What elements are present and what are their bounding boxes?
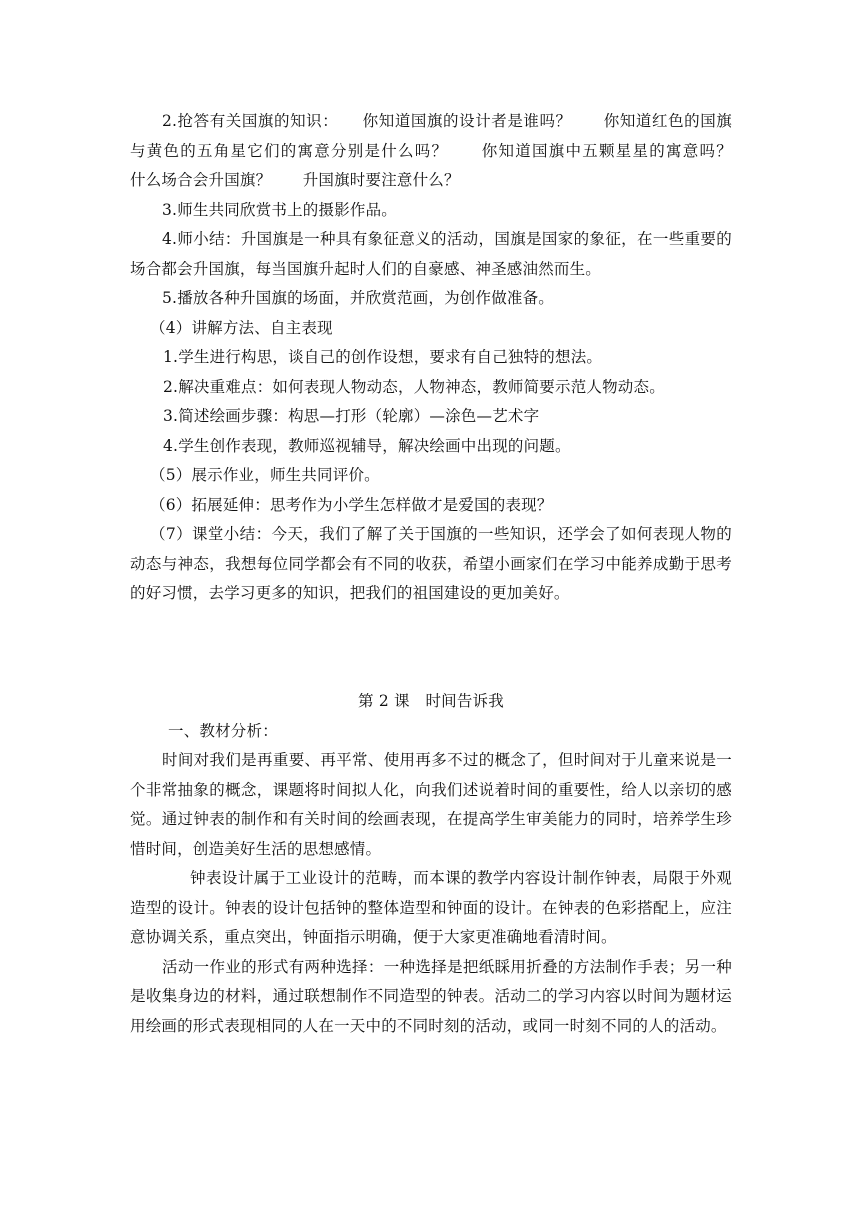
step5-heading: （5）展示作业，师生共同评价。 (150, 466, 380, 484)
quiz-paragraph: 2.抢答有关国旗的知识： 你知道国旗的设计者是谁吗？ 你知道红色的国旗与黄色的五角星它们的寓意分别是什么吗？ 你知道国旗中五颗星星的寓意吗？ 什么场合会升国旗？ 升国旗时要注意什么？ (130, 112, 764, 189)
time-concept-paragraph: 时间对我们是再重要、再平常、使用再多不过的概念了，但时间对于儿童来说是一个非常抽象的概念，课题将时间拟人化，向我们述说着时间的重要性，给人以亲切的感觉。通过钟表的制作和有关时间的绘画表现，在提高学生审美能力的同时，培养学生珍惜时间，创造美好生活的思想感情。 (130, 751, 732, 858)
teacher-summary-paragraph: 4.师小结：升国旗是一种具有象征意义的活动，国旗是国家的象征，在一些重要的场合都会升国旗，每当国旗升起时人们的自豪感、神圣感油然而生。 (130, 230, 732, 278)
material-analysis-heading: 一、教材分析： (168, 721, 278, 740)
appreciate-photos-paragraph: 3.师生共同欣赏书上的摄影作品。 (162, 200, 397, 219)
lesson2-section (130, 687, 732, 1041)
lesson2-title: 第 2 课 时间告诉我 (358, 692, 504, 710)
step4-heading: （4）讲解方法、自主表现 (150, 318, 333, 337)
step6-heading: （6）拓展延伸：思考作为小学生怎样做才是爱国的表现？ (150, 495, 553, 514)
play-scenes-paragraph: 5.播放各种升国旗的场面，并欣赏范画，为创作做准备。 (162, 289, 554, 307)
drawing-steps-paragraph: 3.简述绘画步骤：构思—打形（轮廓）—涂色—艺术字 (163, 407, 540, 425)
activity-forms-paragraph: 活动一作业的形式有两种选择：一种选择是把纸睬用折叠的方法制作手表；另一种是收集身边的材料，通过联想制作不同造型的钟表。活动二的学习内容以时间为题材运用绘画的形式表现相同的人在一天中的不同时刻的活动，或同一时刻不同的人的活动。 (130, 957, 732, 1035)
student-creation-paragraph: 4.学生创作表现，教师巡视辅导，解决绘画中出现的问题。 (163, 436, 571, 455)
step7-summary-paragraph: （7）课堂小结：今天，我们了解了关于国旗的一些知识，还学会了如何表现人物的动态与神态，我想每位同学都会有不同的收获，希望小画家们在学习中能养成勤于思考的好习惯，去学习更多的知识，把我们的祖国建设的更加美好。 (130, 525, 732, 602)
clock-design-paragraph: 钟表设计属于工业设计的范畴，而本课的教学内容设计制作钟表，局限于外观造型的设计。钟表的设计包括钟的整体造型和钟面的设计。在钟表的色彩搭配上，应注意协调关系，重点突出，钟面指示明确，便于大家更准确地看清时间。 (130, 869, 732, 946)
key-difficulties-paragraph: 2.解决重难点：如何表现人物动态，人物神态，教师简要示范人物动态。 (163, 377, 665, 396)
lesson1-continued-section (130, 107, 764, 609)
conception-paragraph: 1.学生进行构思，谈自己的创作设想，要求有自己独特的想法。 (163, 348, 603, 366)
